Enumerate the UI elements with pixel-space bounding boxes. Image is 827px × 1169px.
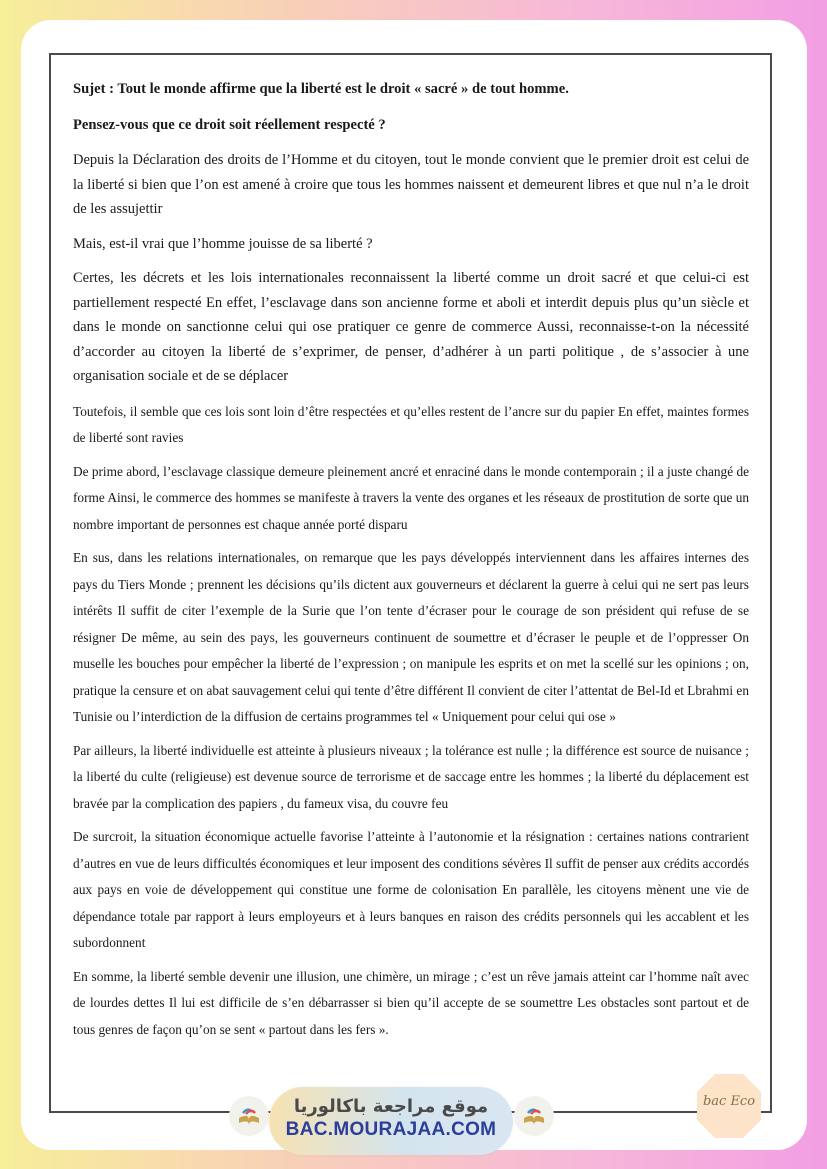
paragraph-introduction: Depuis la Déclaration des droits de l’Homme et du citoyen, tout le monde convient que le premier droit est celui de la liberté si bien que l’on est amené à croire que tous les hommes naissent et demeurent libres et que nul n’a le droit de les assujettir <box>73 152 749 217</box>
paragraph-conclusion: En somme, la liberté semble devenir une illusion, une chimère, un mirage ; c’est un rêve jamais atteint car l’homme naît avec de lourdes dettes Il lui est difficile de s’en débarrasser si bien qu’il accepte de se soumettre Les obstacles sont partout et de tous genres de façon qu’on se sent « partout dans les fers ». <box>73 968 749 1037</box>
subject-heading: Sujet : Tout le monde affirme que la liberté est le droit « sacré » de tout homme. <box>73 81 569 97</box>
book-logo-right-icon <box>514 1096 554 1136</box>
paragraph-international-relations: En sus, dans les relations internationales, on remarque que les pays développés interviennent dans les affaires internes des pays du Tiers Monde ; prennent les décisions qu’ils dictent aux gouverneurs et déclarent la guerre à celui qui ne sert pas leurs intérêts Il suffit de citer l’exemple de la Surie que l’on tente d’écraser pour le courage de son président qui refuse de se résigner De même, au sein des pays, les gouverneurs continuent de soumettre et d’écraser le peuple et de l’oppresser On muselle les bouches pour empêcher la liberté de l’expression ; on manipule les esprits et on met la scellé sur les opinions ; on, pratique la censure et on abat sauvagement celui qui tente d’être différent Il convient de citer l’attentat de Bel-Id et Lbrahmi en Tunisie ou l’interdiction de la diffusion de certains programmes tel « Uniquement pour celui qui ose » <box>73 550 749 724</box>
site-watermark-link[interactable] <box>269 1087 513 1155</box>
paragraph-economic-situation: De surcroit, la situation économique actuelle favorise l’atteinte à l’autonomie et la résignation : certaines nations contrarient d’autres en vue de leurs difficultés économiques et leur imposent des conditions sévères Il suffit de penser aux crédits accordés aux pays en voie de développement qui constitue une forme de colonisation En parallèle, les citoyens mènent une vie de dépendance totale par rapport à leurs employeurs et à leurs banques en raison des crédits personnels qui les accablent et les subordonnent <box>73 829 749 950</box>
bac-eco-logo-text: bac Eco <box>702 1094 756 1109</box>
paragraph-antithesis-intro: Toutefois, il semble que ces lois sont loin d’être respectées et qu’elles restent de l’ancre sur du papier En effet, maintes formes de liberté sont ravies <box>73 403 749 445</box>
paragraph-slavery: De prime abord, l’esclavage classique demeure pleinement ancré et enraciné dans le monde contemporain ; il a juste changé de forme Ainsi, le commerce des hommes se manifeste à travers la vente des organes et les réseaux de prostitution de sorte que un nombre important de personnes est chaque année porté disparu <box>73 463 749 532</box>
watermark-arabic-text: موقع مراجعة باكالوريا <box>293 1096 489 1117</box>
paragraph-individual-liberty: Par ailleurs, la liberté individuelle est atteinte à plusieurs niveaux ; la tolérance est nulle ; la différence est source de nuisance ; la liberté du culte (religieuse) est devenue source de terrorisme et de saccage entre les hommes ; la liberté du déplacement est bravée par la complication des papiers , du fameux visa, du couvre feu <box>73 742 749 811</box>
paragraph-thesis: Certes, les décrets et les lois internationales reconnaissent la liberté comme un droit sacré et que celui-ci est partiellement respecté En effet, l’esclavage dans son ancienne forme et aboli et interdit depuis plus qu’un siècle et dans le monde on sanctionne celui qui ose pratiquer ce genre de commerce Aussi, reconnaisse-t-on la nécessité d’accorder au citoyen la liberté de s’exprimer, de penser, d’adhérer à un parti politique , de s’associer à une organisation sociale et de se déplacer <box>73 270 749 384</box>
document-body <box>73 78 749 1050</box>
watermark-domain-text: BAC.MOURAJAA.COM <box>285 1119 497 1140</box>
book-logo-left-icon <box>229 1096 269 1136</box>
bac-eco-logo <box>695 1072 763 1140</box>
paragraph-problematic: Mais, est-il vrai que l’homme jouisse de sa liberté ? <box>73 235 373 252</box>
question-heading: Pensez-vous que ce droit soit réellement respecté ? <box>73 117 386 133</box>
